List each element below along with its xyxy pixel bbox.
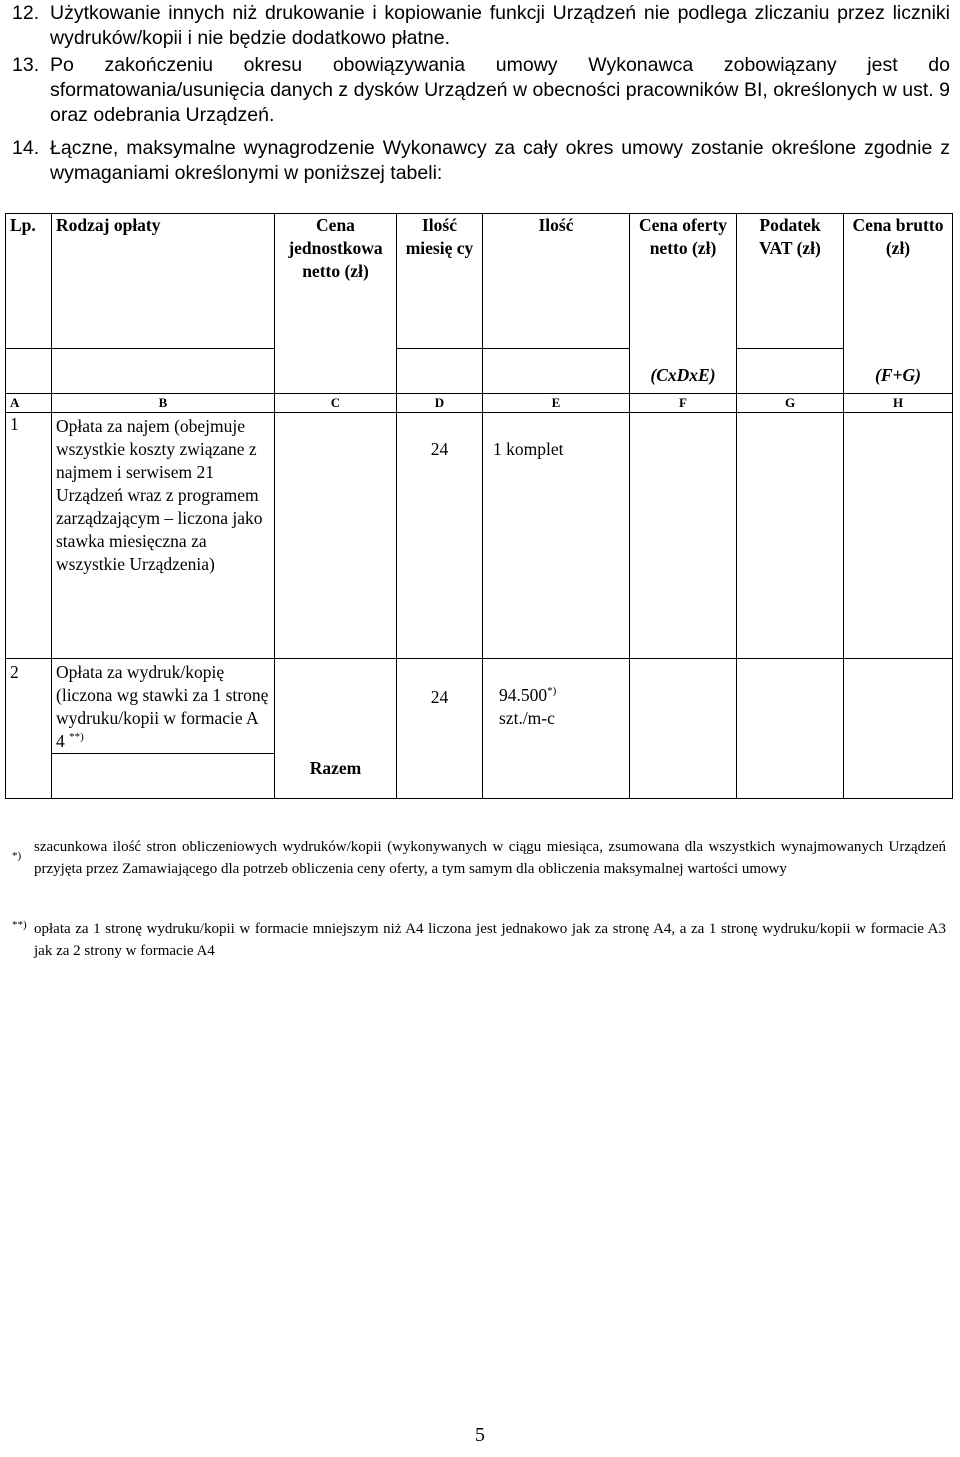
row-months: 24: [397, 659, 483, 799]
letter-h: H: [844, 394, 953, 413]
header-lp: Lp.: [6, 214, 52, 349]
header-ilosc: Ilość: [483, 214, 630, 349]
letter-e: E: [483, 394, 630, 413]
row-qty-unit: szt./m-c: [499, 708, 555, 728]
item-number: 13.: [12, 54, 40, 76]
header-row: [6, 214, 953, 349]
table-row: [6, 659, 953, 799]
row-months: 24: [397, 413, 483, 659]
table-row: [6, 413, 953, 659]
letter-g: G: [737, 394, 844, 413]
letter-f: F: [630, 394, 737, 413]
row-qty: 1 komplet: [483, 413, 630, 659]
letters-row: [6, 394, 953, 413]
formula-f: (CxDxE): [630, 349, 737, 394]
footnote-mark: **): [12, 919, 27, 931]
item-number: 12.: [12, 2, 40, 24]
header-podatek-vat: Podatek VAT (zł): [737, 214, 844, 349]
row-rodzaj-box: [52, 661, 274, 754]
letter-d: D: [397, 394, 483, 413]
item-number: 14.: [12, 137, 40, 159]
letter-b: B: [52, 394, 275, 413]
header-rodzaj: Rodzaj opłaty: [52, 214, 275, 349]
razem-label: Razem: [275, 659, 397, 799]
item-text: Łączne, maksymalne wynagrodzenie Wykonawcy za cały okres umowy zostanie określone zgodnie z wymaganiami określonymi w poniższej tabeli:: [50, 137, 950, 184]
header-cena-oferty: Cena oferty netto (zł): [630, 214, 737, 349]
footnote-ref: *): [547, 685, 557, 698]
item-13: [12, 53, 950, 128]
header-cena-brutto: Cena brutto (zł): [844, 214, 953, 349]
item-12: [12, 1, 950, 51]
letter-c: C: [275, 394, 397, 413]
formula-h: (F+G): [844, 349, 953, 394]
footnote-ref: **): [69, 731, 84, 744]
formula-row: [6, 349, 953, 394]
item-text: Użytkowanie innych niż drukowanie i kopiowanie funkcji Urządzeń nie podlega zliczaniu przez liczniki wydruków/kopii i nie będzie dodatkowo płatne.: [50, 2, 950, 49]
row-rodzaj: Opłata za wydruk/kopię (liczona wg stawki za 1 stronę wydruku/kopii w formacie A 4: [56, 662, 269, 751]
payment-table: [5, 213, 953, 799]
page-number: 5: [475, 1424, 485, 1446]
item-text: Po zakończeniu okresu obowiązywania umowy Wykonawca zobowiązany jest do sformatowania/usunięcia danych z dysków Urządzeń w obecności pracowników BI, określonych w ust. 9 oraz odebrania Urządzeń.: [50, 54, 950, 126]
row-lp: 2: [6, 659, 52, 799]
footnote-mark: *): [12, 850, 22, 862]
row-qty: 94.500: [499, 685, 548, 705]
footnote-text: opłata za 1 stronę wydruku/kopii w formacie mniejszym niż A4 liczona jest jednakowo jak za stronę A4, a za 1 stronę wydruku/kopii w formacie A3 jak za 2 strony w formacie A4: [34, 921, 946, 959]
row-rodzaj: Opłata za najem (obejmuje wszystkie koszty związane z najmem i serwisem 21 Urządzeń wraz z programem zarządzającym – liczona jako stawka miesięczna za wszystkie Urządzenia): [52, 413, 275, 659]
header-cena-jednostkowa: Cena jednostkowa netto (zł): [275, 214, 397, 349]
footnote-1: [12, 836, 946, 880]
item-14: [12, 136, 950, 186]
header-ilosc-miesiecy: Ilość miesię cy: [397, 214, 483, 349]
row-lp: 1: [6, 413, 52, 659]
letter-a: A: [6, 394, 52, 413]
footnote-text: szacunkowa ilość stron obliczeniowych wydruków/kopii (wykonywanych w ciągu miesiąca, zsumowana dla wszystkich wynajmowanych Urządzeń przyjęta przez Zamawiającego dla potrzeb obliczenia ceny oferty, a tym samym dla obliczenia maksymalnej wartości umowy: [34, 839, 946, 877]
footnote-2: [12, 918, 946, 962]
